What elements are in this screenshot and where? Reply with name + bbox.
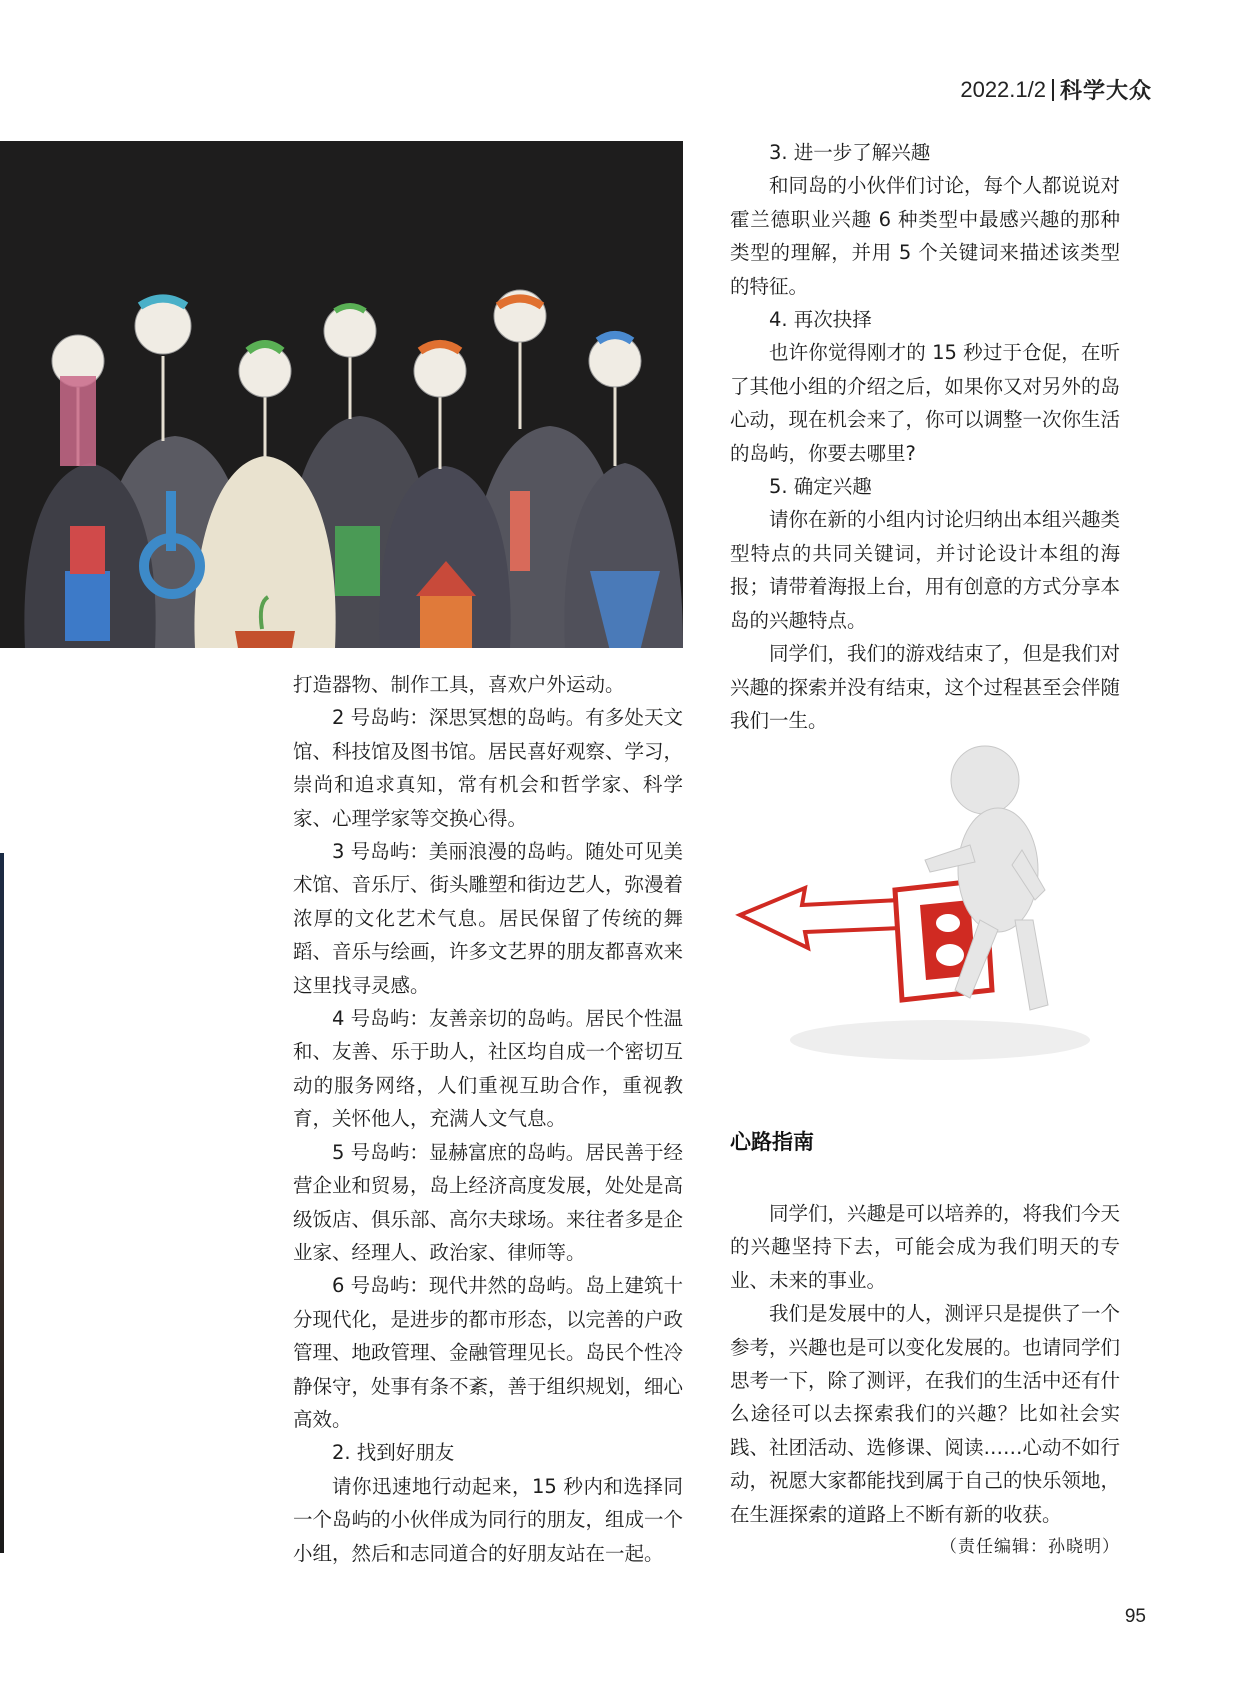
photo-figure-running-arrow [730, 740, 1120, 1085]
step-heading: 4. 再次抉择 [769, 308, 872, 332]
paragraph: 2 号岛屿：深思冥想的岛屿。有多处天文馆、科技馆及图书馆。居民喜好观察、学习，崇尚和追求真知，常有机会和哲学家、科学家、心理学家等交换心得。 [293, 706, 684, 830]
step-heading: 3. 进一步了解兴趣 [769, 141, 931, 164]
paragraph: 和同岛的小伙伴们讨论，每个人都说说对霍兰德职业兴趣 6 种类型中最感兴趣的那种类型的理解，并用 5 个关键词来描述该类型的特征。 [730, 174, 1121, 298]
right-article-column [730, 136, 1120, 737]
step-heading: 5. 确定兴趣 [769, 475, 872, 499]
guide-column [730, 1197, 1120, 1564]
paragraph: 请你在新的小组内讨论归纳出本组兴趣类型特点的共同关键词，并讨论设计本组的海报；请带着海报上台，用有创意的方式分享本岛的兴趣特点。 [730, 508, 1121, 632]
paragraph: 打造器物、制作工具，喜欢户外运动。 [293, 673, 625, 696]
editor-credit: （责任编辑：孙晓明） [940, 1537, 1120, 1558]
paragraph-text: 我们是发展中的人，测评只是提供了一个参考，兴趣也是可以变化发展的。也请同学们思考一下，除了测评，在我们的生活中还有什么途径可以去探索我们的兴趣？比如社会实践、社团活动、选修课、阅读……心动不如行动，祝愿大家都能找到属于自己的快乐领地，在生涯探索的道路上不断有新的收获。 [730, 1302, 1121, 1526]
paragraph: 4 号岛屿：友善亲切的岛屿。居民个性温和、友善、乐于助人，社区均自成一个密切互动的服务网络，人们重视互助合作，重视教育，关怀他人，充满人文气息。 [293, 1007, 684, 1131]
step-heading: 2. 找到好朋友 [332, 1441, 455, 1465]
paragraph: 5 号岛屿：显赫富庶的岛屿。居民善于经营企业和贸易，岛上经济高度发展，处处是高级饭店、俱乐部、高尔夫球场。来往者多是企业家、经理人、政治家、律师等。 [293, 1140, 684, 1264]
adjacent-page-edge [0, 853, 4, 1553]
paragraph: 请你迅速地行动起来，15 秒内和选择同一个岛屿的小伙伴成为同行的朋友，组成一个小组，然后和志同道合的好朋友站在一起。 [293, 1474, 684, 1565]
paragraph: 3 号岛屿：美丽浪漫的岛屿。随处可见美术馆、音乐厅、街头雕塑和街边艺人，弥漫着浓厚的文化艺术气息。居民保留了传统的舞蹈、音乐与绘画，许多文艺界的朋友都喜欢来这里找寻灵感。 [293, 840, 684, 997]
paragraph: 6 号岛屿：现代井然的岛屿。岛上建筑十分现代化，是进步的都市形态，以完善的户政管理、地政管理、金融管理见长。岛民个性冷静保守，处事有条不紊，善于组织规划，细心高效。 [293, 1274, 684, 1431]
figure-arrow-drawing [730, 740, 1120, 1085]
illustration-six-figures [0, 141, 683, 648]
page-number: 95 [1124, 1606, 1146, 1627]
figures-drawing [0, 141, 683, 648]
paragraph [730, 1297, 1121, 1558]
section-title: 心路指南 [730, 1130, 814, 1154]
issue-date: 2022.1/2 [960, 76, 1046, 102]
paragraph: 也许你觉得刚才的 15 秒过于仓促，在听了其他小组的介绍之后，如果你又对另外的岛心动，现在机会来了，你可以调整一次你生活的岛屿，你要去哪里? [730, 341, 1121, 465]
magazine-logo: 科学大众 [1059, 78, 1152, 104]
paragraph: 同学们，我们的游戏结束了，但是我们对兴趣的探索并没有结束，这个过程甚至会伴随我们一生。 [730, 642, 1121, 732]
left-article-column [293, 668, 683, 1570]
page-header [960, 74, 1152, 105]
paragraph: 同学们，兴趣是可以培养的，将我们今天的兴趣坚持下去，可能会成为我们明天的专业、未来的事业。 [730, 1202, 1121, 1292]
header-separator [1052, 79, 1054, 101]
